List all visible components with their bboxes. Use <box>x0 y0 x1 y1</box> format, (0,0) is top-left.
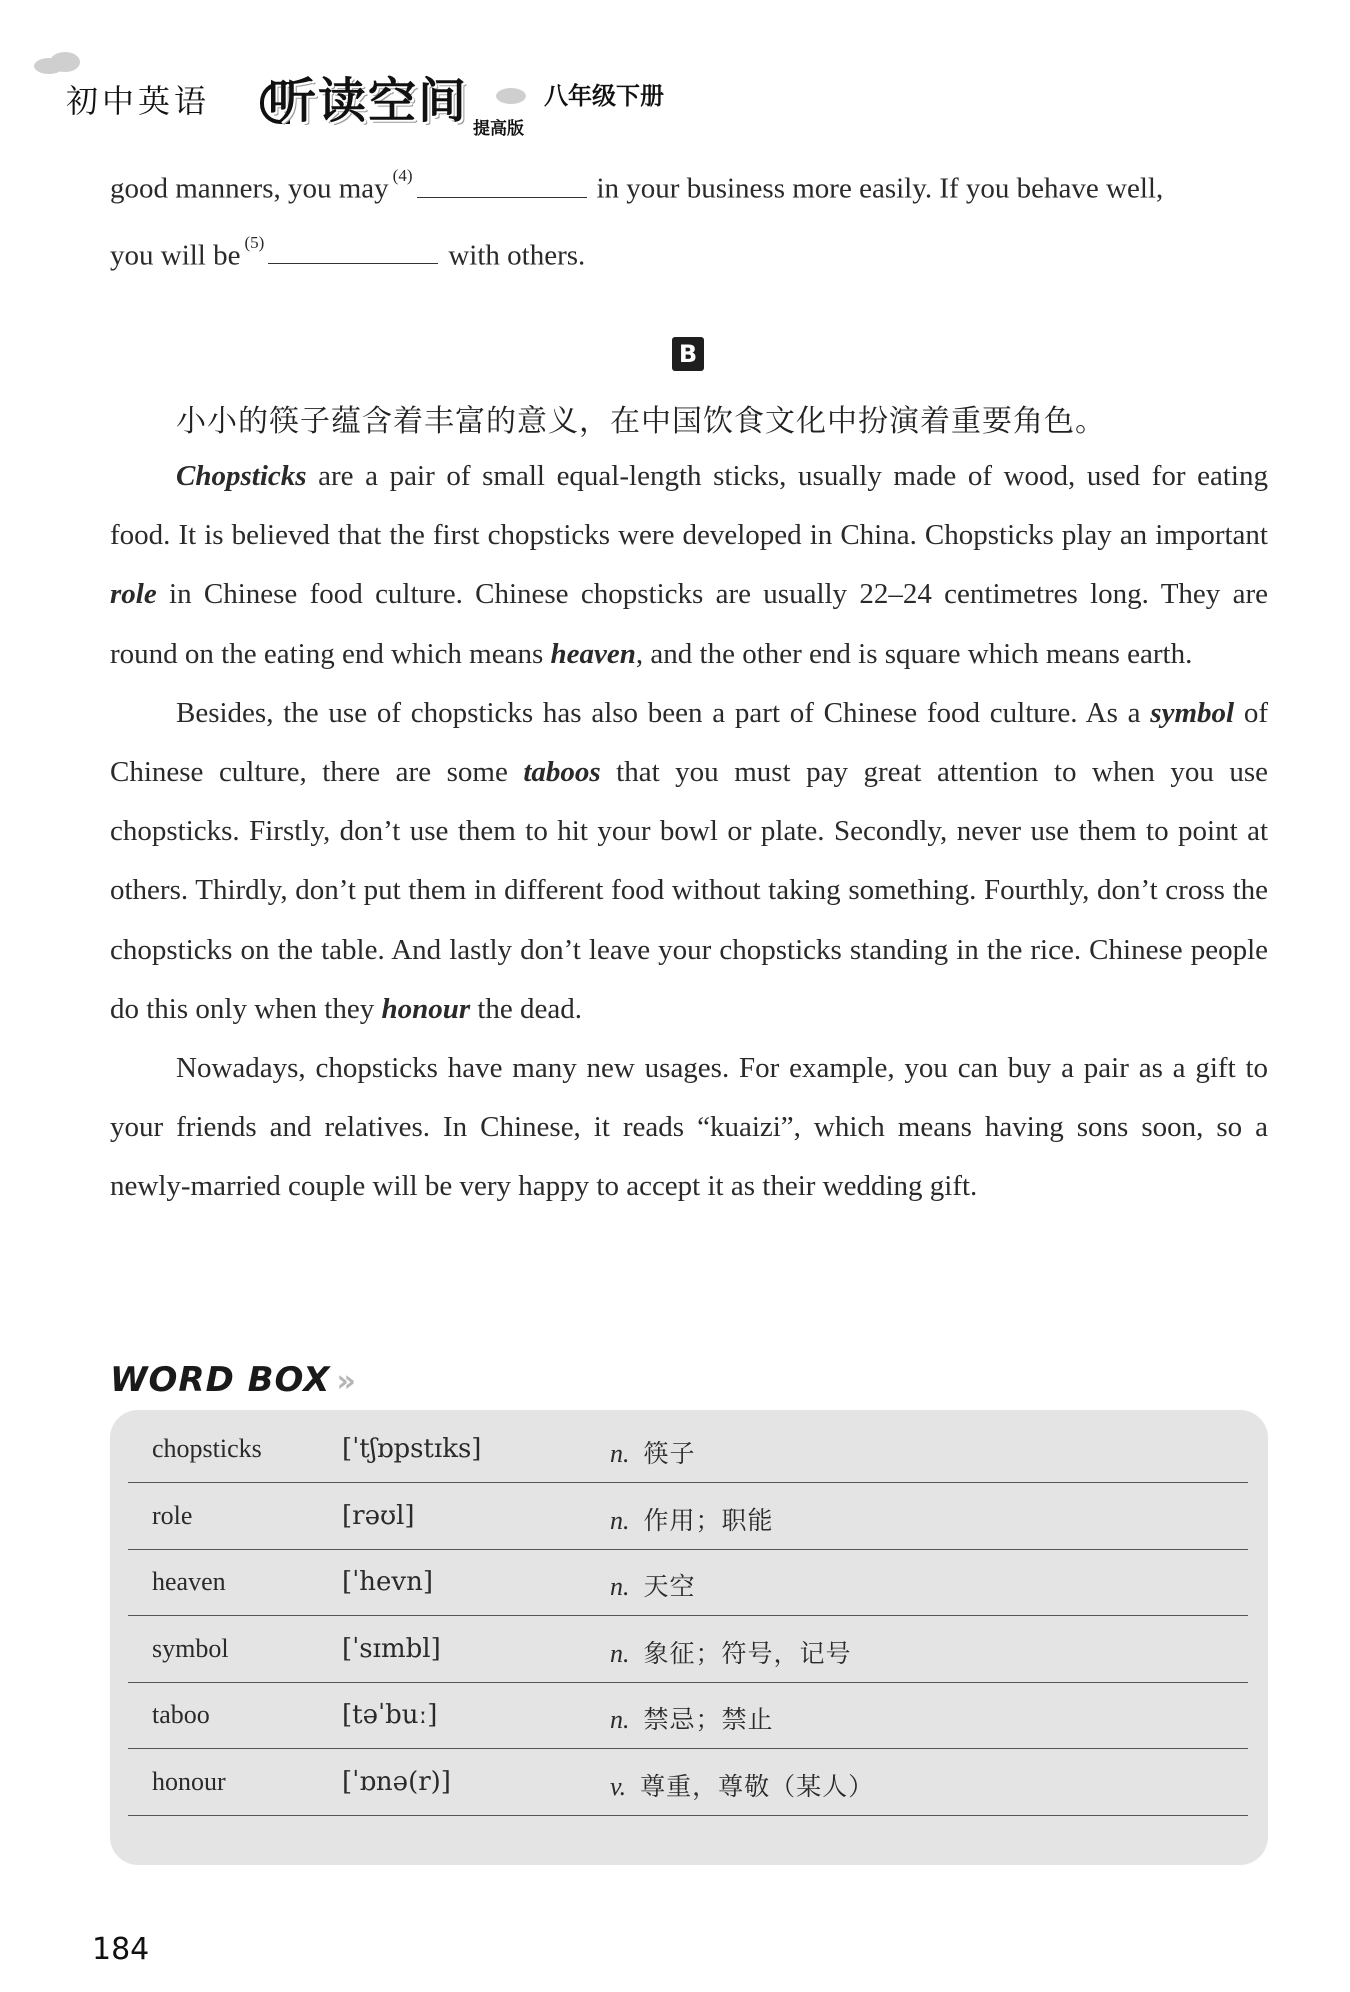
book-series-title: 初中英语 <box>66 82 211 120</box>
vocab-phonetic: [ˈtʃɒpstɪks] <box>342 1434 482 1464</box>
answer-blank-4[interactable] <box>417 163 587 198</box>
cloud-icon <box>496 88 526 104</box>
key-word: heaven <box>550 637 636 670</box>
blank-number: (4) <box>392 166 413 185</box>
fill-text: with others. <box>448 239 586 272</box>
fill-text: you will be <box>110 239 241 272</box>
key-word: taboos <box>523 756 601 789</box>
word-box-row <box>128 1749 1248 1816</box>
key-word: honour <box>381 992 471 1025</box>
section-intro: 小小的筷子蕴含着丰富的意义，在中国饮食文化中扮演着重要角色。 <box>176 404 1106 439</box>
vocab-word: heaven <box>152 1567 226 1596</box>
vocab-meaning <box>610 1700 774 1736</box>
key-word: Chopsticks <box>176 460 307 492</box>
word-box-row <box>128 1616 1248 1683</box>
vocab-meaning <box>610 1634 852 1670</box>
vocab-meaning <box>610 1501 774 1537</box>
vocab-word: role <box>152 1500 193 1530</box>
vocab-meaning <box>610 1434 696 1470</box>
vocab-phonetic: [ˈhevn] <box>342 1567 433 1597</box>
passage-paragraph-1 <box>110 447 1268 684</box>
vocab-word: chopsticks <box>152 1434 262 1463</box>
passage-text: in Chinese food culture. Chinese chopsticks are usually 22–24 centimetres long. They are round on the eating end which means <box>110 578 1268 670</box>
edition-label: 提高版 <box>473 119 524 139</box>
word-box-title <box>110 1360 357 1400</box>
answer-blank-5[interactable] <box>268 229 438 264</box>
part-of-speech: n. <box>610 1572 630 1601</box>
key-word: symbol <box>1150 696 1235 729</box>
page-header <box>48 52 748 139</box>
word-box-panel <box>110 1410 1268 1865</box>
part-of-speech: n. <box>610 1705 630 1734</box>
vocab-meaning <box>610 1567 696 1603</box>
page-number: 184 <box>92 1932 150 1967</box>
meaning-text: 作用；职能 <box>643 1505 774 1535</box>
meaning-text: 天空 <box>643 1572 696 1601</box>
grade-label: 八年级下册 <box>544 82 664 110</box>
double-chevron-icon: » <box>336 1364 357 1399</box>
key-word: role <box>110 578 157 611</box>
passage-paragraph-3 <box>110 1039 1268 1217</box>
vocab-meaning <box>610 1767 874 1803</box>
fill-in-line-1 <box>110 152 1260 219</box>
meaning-text: 禁忌；禁止 <box>643 1705 774 1734</box>
part-of-speech: n. <box>610 1638 630 1668</box>
passage-text: are a pair of small equal-length sticks, usually made of wood, used for eating food. It is believed that the first chopsticks were developed in China. Chopsticks play an important <box>110 460 1268 552</box>
word-box-row <box>128 1682 1248 1749</box>
vocab-phonetic: [rəʊl] <box>342 1500 415 1531</box>
vocab-word: symbol <box>152 1633 229 1663</box>
passage-text: , and the other end is square which means earth. <box>635 637 1193 670</box>
part-of-speech: n. <box>610 1505 630 1535</box>
reading-passage <box>110 447 1268 1217</box>
part-of-speech: n. <box>610 1439 630 1468</box>
word-box-title-text: WORD BOX <box>110 1360 331 1400</box>
section-label: B <box>672 337 704 371</box>
word-box-row <box>128 1416 1248 1483</box>
vocab-phonetic: [ˈɒnə(r)] <box>342 1766 451 1797</box>
fill-in-exercise <box>110 152 1260 285</box>
blank-number: (5) <box>244 232 265 252</box>
meaning-text: 象征；符号，记号 <box>643 1638 852 1668</box>
cloud-icon <box>50 52 80 72</box>
vocab-phonetic: [ˈsɪmbl] <box>342 1633 441 1664</box>
passage-paragraph-2 <box>110 684 1268 1039</box>
book-brand-title: 听读空间 <box>268 73 469 129</box>
vocab-word: honour <box>152 1766 226 1796</box>
vocab-phonetic: [təˈbuː] <box>342 1700 438 1730</box>
passage-text: Besides, the use of chopsticks has also been a part of Chinese food culture. As a <box>176 696 1151 729</box>
passage-text: Nowadays, chopsticks have many new usages. For example, you can buy a pair as a gift to your friends and relatives. In Chinese, it reads “kuaizi”, which means having sons soon, so a newly-married couple will be very happy to accept it as their wedding gift. <box>110 1052 1268 1203</box>
part-of-speech: v. <box>610 1771 627 1801</box>
vocab-word: taboo <box>152 1700 210 1729</box>
fill-text: in your business more easily. If you behave well, <box>596 172 1164 205</box>
passage-text: that you must pay great attention to when you use chopsticks. Firstly, don’t use them to hit your bowl or plate. Secondly, never use them to point at others. Thirdly, don’t put them in different food without taking something. Fourthly, don’t cross the chopsticks on the table. And lastly don’t leave your chopsticks standing in the rice. Chinese people do this only when they <box>110 756 1269 1025</box>
meaning-text: 筷子 <box>643 1439 696 1468</box>
passage-text: of Chinese culture, there are some <box>110 696 1268 789</box>
fill-in-line-2 <box>110 219 1260 286</box>
passage-text: the dead. <box>470 992 583 1025</box>
word-box-row <box>128 1549 1248 1616</box>
meaning-text: 尊重，尊敬（某人） <box>640 1771 875 1801</box>
fill-text: good manners, you may <box>110 172 389 205</box>
word-box-row <box>128 1483 1248 1550</box>
